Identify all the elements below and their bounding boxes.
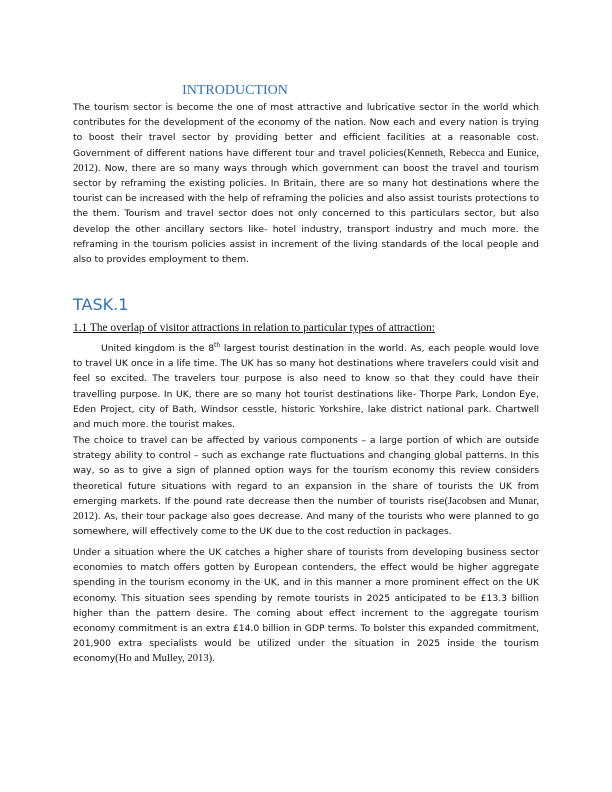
introduction-text-after: . Now, there are so many ways through which government can boost the travel and tourism sector by reframing the existing policies. In Britain, there are so many hot destinations where the tourist can be increased with the help of reframing the policies and also assist tourists protections to the them. Tourism and travel sector does not only concerned to this particulars sector, but also develop the other ancillary sectors like- hotel industry, transport industry and much more. the reframing in the tourism policies assist in increment of the living standards of the local people and also to provides employment to them.: [73, 162, 539, 266]
task-heading: TASK.1: [73, 295, 129, 314]
task-paragraph-2: [73, 433, 539, 539]
task-para1-sup: th: [214, 341, 221, 349]
task-para1-after: largest tourist destination in the world. As, each people would love to travel UK once in a life time. The UK has so many hot destinations where travelers could visit and feel so excited. The travelers tour purpose is also need to know so that they could have their travelling purpose. In UK, there are so many hot tourist destinations like- Thorpe Park, London Eye, Eden Project, city of Bath, Windsor cesstle, historic Yorkshire, lake district national park. Chartwell and much more. the tourist makes.: [73, 343, 540, 431]
task-para2-citation: (Jacobsen and Munar, 2012): [73, 495, 539, 523]
task-para2-after: . As, their tour package also goes decrease. And many of the tourists who were planned to go somewhere, will effectively come to the UK due to the cost reduction in packages.: [73, 511, 539, 538]
task-paragraph-1: [73, 341, 539, 432]
task-para3-text: Under a situation where the UK catches a higher share of tourists from developing business sector economies to match offers gotten by European contenders, the effect would be higher aggregate spending in the tourism economy in the UK, and in this manner a more prominent effect on the UK economy. This situation sees spending by remote tourists in 2025 anticipated to be £13.3 billion higher than the pattern desire. The coming about effect increment to the aggregate tourism economy commitment is an extra £14.0 billion in GDP terms. To bolster this expanded commitment, 201,900 extra specialists would be utilized under the situation in 2025 inside the tourism economy: [73, 547, 539, 665]
task-subheading: 1.1 The overlap of visitor attractions in relation to particular types of attraction:: [73, 322, 435, 334]
task-para3-after: .: [212, 653, 216, 665]
introduction-citation: (Kenneth, Rebecca and Eunice, 2012): [73, 147, 539, 174]
task-para2-text: The choice to travel can be affected by various components – a large portion of which are outside strategy ability to control – such as exchange rate fluctuations and changing global patterns. In this way, so as to give a sign of planned option ways for the tourism economy this review considers theoretical future situations with regard to an expansion in the share of tourists the UK from emerging markets. If the pound rate decrease then the number of tourists rise: [73, 435, 539, 507]
task-paragraph-3: [73, 545, 539, 667]
introduction-heading: INTRODUCTION: [182, 83, 288, 98]
introduction-paragraph: [73, 100, 539, 267]
introduction-text: The tourism sector is become the one of most attractive and lubricative sector in the world which contributes for the development of the economy of the nation. Now each and every nation is trying to boost their travel sector by providing better and efficient facilities at a reasonable cost. Government of different nations have different tour and travel policies: [73, 102, 539, 159]
task-para1-before: United kingdom is the 8: [101, 343, 215, 354]
task-para3-citation: (Ho and Mulley, 2013): [115, 653, 213, 665]
